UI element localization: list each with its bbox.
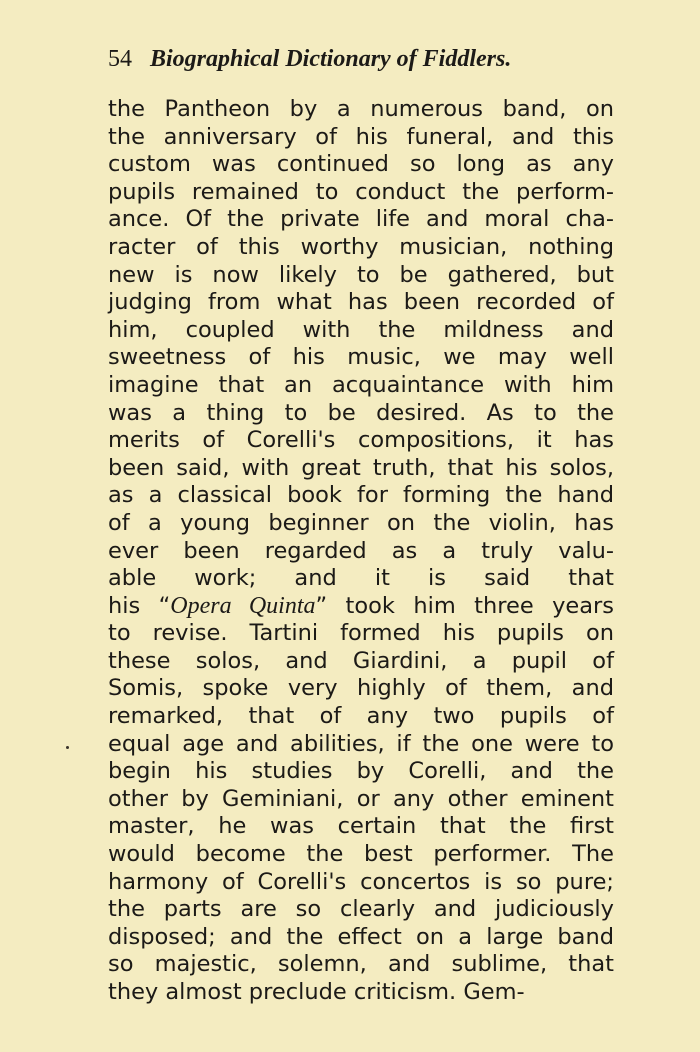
text-line: the parts are so clearly and judiciously (108, 896, 614, 923)
text-line-with-title (108, 593, 614, 621)
text-line: custom was continued so long as any (108, 151, 614, 178)
text-line: pupils remained to conduct the perform- (108, 178, 614, 205)
text-line: was a thing to be desired. As to the (108, 399, 614, 426)
text-line: to revise. Tartini formed his pupils on (108, 620, 614, 647)
text-line: racter of this worthy musician, nothing (108, 233, 614, 260)
text-line: the Pantheon by a numerous band, on (108, 96, 614, 122)
text-line: other by Geminiani, or any other eminent (108, 785, 614, 812)
text-line: disposed; and the effect on a large band (108, 923, 614, 950)
paper-speck (66, 746, 69, 749)
text-line: these solos, and Giardini, a pupil of (108, 647, 614, 674)
text-line: so majestic, solemn, and sublime, that (108, 951, 614, 978)
text-line: merits of Corelli's compositions, it has (108, 427, 614, 454)
text-line: been said, with great truth, that his solos, (108, 454, 614, 481)
text-line: begin his studies by Corelli, and the (108, 758, 614, 785)
text-line: master, he was certain that the first (108, 813, 614, 840)
page-header (108, 44, 578, 74)
running-title: Biographical Dictionary of Fiddlers. (150, 46, 512, 72)
text-line: of a young beginner on the violin, has (108, 509, 614, 536)
body-text (108, 96, 614, 1007)
text-line: the anniversary of his funeral, and this (108, 123, 614, 150)
text-line: remarked, that of any two pupils of (108, 703, 614, 730)
text-line: they almost preclude criticism. Gem- (108, 979, 525, 1005)
text-line: equal age and abilities, if the one were to (108, 730, 614, 757)
text-line: would become the best performer. The (108, 841, 614, 868)
text-line: as a classical book for forming the hand (108, 482, 614, 509)
text-line: him, coupled with the mildness and (108, 316, 614, 343)
text-line: harmony of Corelli's concertos is so pure; (108, 868, 614, 895)
quote-open: his “ (108, 592, 171, 619)
text-line: ance. Of the private life and moral cha- (108, 206, 614, 233)
quote-close-text: ” took him three years (315, 592, 614, 619)
text-line: ever been regarded as a truly valu- (108, 537, 614, 564)
text-line: sweetness of his music, we may well (108, 344, 614, 371)
italic-work-title: Opera Quinta (170, 592, 316, 619)
text-line: Somis, spoke very highly of them, and (108, 675, 614, 702)
text-line: able work; and it is said that (108, 565, 614, 592)
text-line: judging from what has been recorded of (108, 289, 614, 316)
text-line: new is now likely to be gathered, but (108, 261, 614, 288)
text-line: imagine that an acquaintance with him (108, 371, 614, 398)
page-number: 54 (108, 46, 132, 72)
